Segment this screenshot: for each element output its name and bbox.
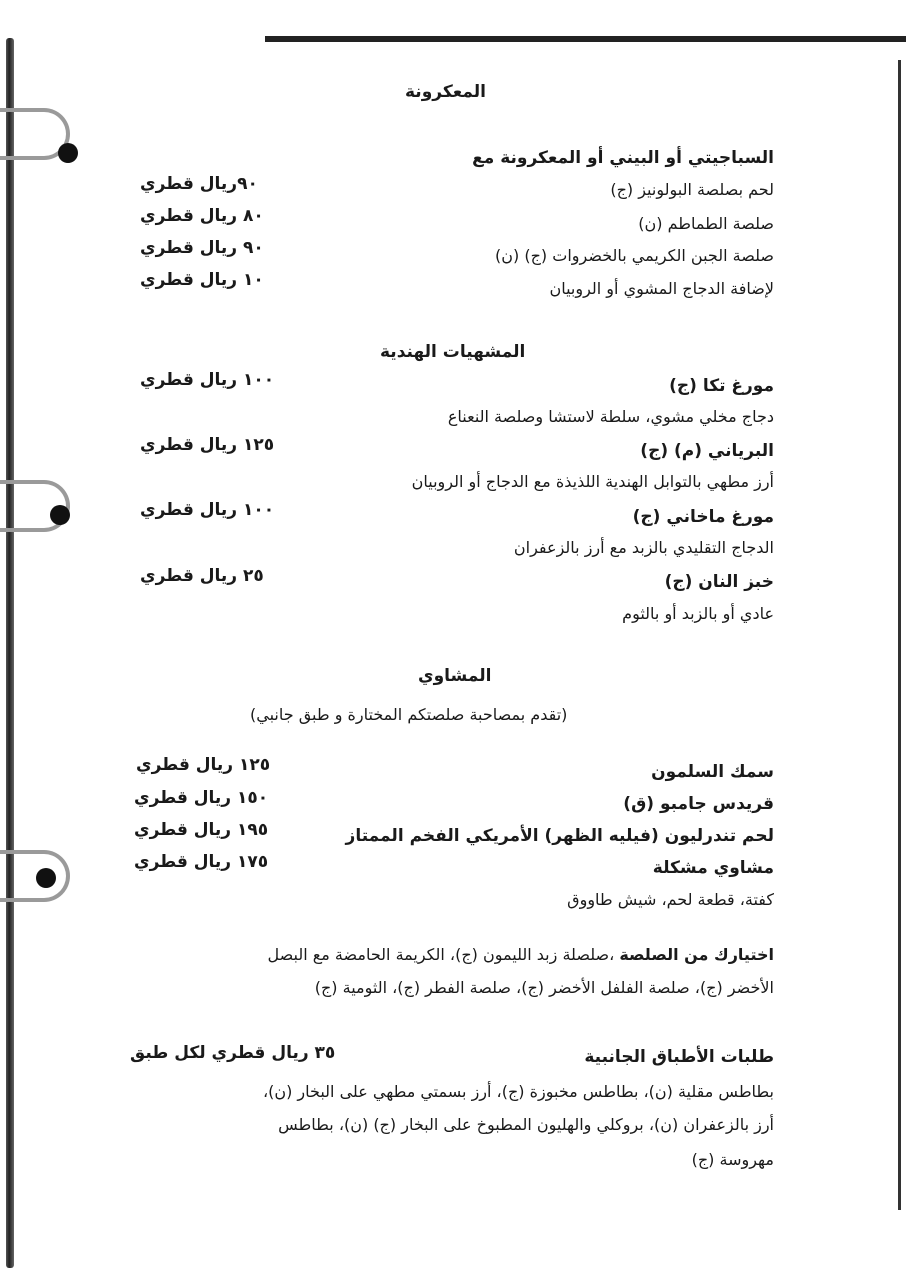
grills-item-name: مشاوي مشكلة — [652, 858, 774, 878]
indian-item-name: خبز النان (ج) — [664, 572, 774, 592]
indian-item-name: مورغ ماخاني (ج) — [632, 507, 774, 527]
binder-ring — [0, 850, 70, 902]
punch-hole — [36, 868, 56, 888]
pasta-item-label: صلصة الجبن الكريمي بالخضروات (ج) (ن) — [495, 246, 774, 265]
grills-mixed-desc: كفتة، قطعة لحم، شيش طاووق — [567, 890, 774, 909]
sauce-line-1 — [268, 945, 774, 964]
pasta-item-label: لحم بصلصة البولونيز (ج) — [610, 180, 774, 199]
pasta-heading: السباجيتي أو البيني أو المعكرونة مع — [472, 148, 774, 168]
section-title-grills: المشاوي — [418, 666, 492, 686]
sides-heading: طلبات الأطباق الجانبية — [584, 1047, 774, 1067]
pasta-item-price: ١٠ ريال قطري — [140, 270, 264, 290]
sides-line-1: بطاطس مقلية (ن)، بطاطس مخبوزة (ج)، أرز بسمتي مطهي على البخار (ن)، — [262, 1082, 774, 1101]
pasta-item-price: ٨٠ ريال قطري — [140, 206, 264, 226]
indian-item-desc: دجاج مخلي مشوي، سلطة لاستشا وصلصة النعناع — [447, 407, 774, 426]
sides-line-2: أرز بالزعفران (ن)، بروكلي والهليون المطبوخ على البخار (ج) (ن)، بطاطس — [278, 1115, 774, 1134]
punch-hole — [50, 505, 70, 525]
grills-item-price: ١٢٥ ريال قطري — [136, 755, 271, 775]
punch-hole — [58, 143, 78, 163]
pasta-item-price: ٩٠ ريال قطري — [140, 238, 264, 258]
grills-item-name: لحم تندرليون (فيليه الظهر) الأمريكي الفخم الممتاز — [345, 826, 774, 846]
grills-item-name: قريدس جامبو (ق) — [623, 794, 774, 814]
binder-edge — [6, 38, 14, 1268]
indian-item-desc: الدجاج التقليدي بالزبد مع أرز بالزعفران — [513, 538, 774, 557]
sides-price: ٣٥ ريال قطري لكل طبق — [130, 1043, 336, 1063]
indian-item-name: البرياني (م) (ج) — [640, 441, 774, 461]
sauce-text-1: ،صلصلة زبد الليمون (ج)، الكريمة الحامضة مع البصل — [267, 945, 615, 964]
grills-item-price: ١٩٥ ريال قطري — [134, 820, 269, 840]
sides-line-3: مهروسة (ج) — [691, 1150, 774, 1169]
pasta-item-price: ٩٠ريال قطري — [140, 174, 258, 194]
indian-item-price: ١٠٠ ريال قطري — [140, 500, 275, 520]
right-rule — [898, 60, 901, 1210]
section-title-pasta: المعكرونة — [405, 82, 486, 102]
section-title-indian: المشهيات الهندية — [380, 342, 526, 362]
grills-item-name: سمك السلمون — [651, 762, 774, 782]
sauce-line-2: الأخضر (ج)، صلصة الفلفل الأخضر (ج)، صلصة الفطر (ج)، الثومية (ج) — [314, 978, 774, 997]
sauce-label: اختيارك من الصلصة — [619, 945, 774, 964]
grills-item-price: ١٧٥ ريال قطري — [134, 852, 269, 872]
pasta-item-label: صلصة الطماطم (ن) — [638, 214, 774, 233]
grills-item-price: ١٥٠ ريال قطري — [134, 788, 269, 808]
indian-item-desc: عادي أو بالزبد أو بالثوم — [622, 604, 774, 623]
indian-item-price: ١٢٥ ريال قطري — [140, 435, 275, 455]
indian-item-desc: أرز مطهي بالتوابل الهندية اللذيذة مع الدجاج أو الروبيان — [411, 472, 774, 491]
indian-item-price: ١٠٠ ريال قطري — [140, 370, 275, 390]
pasta-item-label: لإضافة الدجاج المشوي أو الروبيان — [549, 279, 774, 298]
grills-subtitle: (تقدم بمصاحبة صلصتكم المختارة و طبق جانبي) — [250, 705, 568, 724]
indian-item-price: ٢٥ ريال قطري — [140, 566, 264, 586]
top-rule — [265, 36, 906, 42]
indian-item-name: مورغ تكا (ج) — [669, 376, 774, 396]
